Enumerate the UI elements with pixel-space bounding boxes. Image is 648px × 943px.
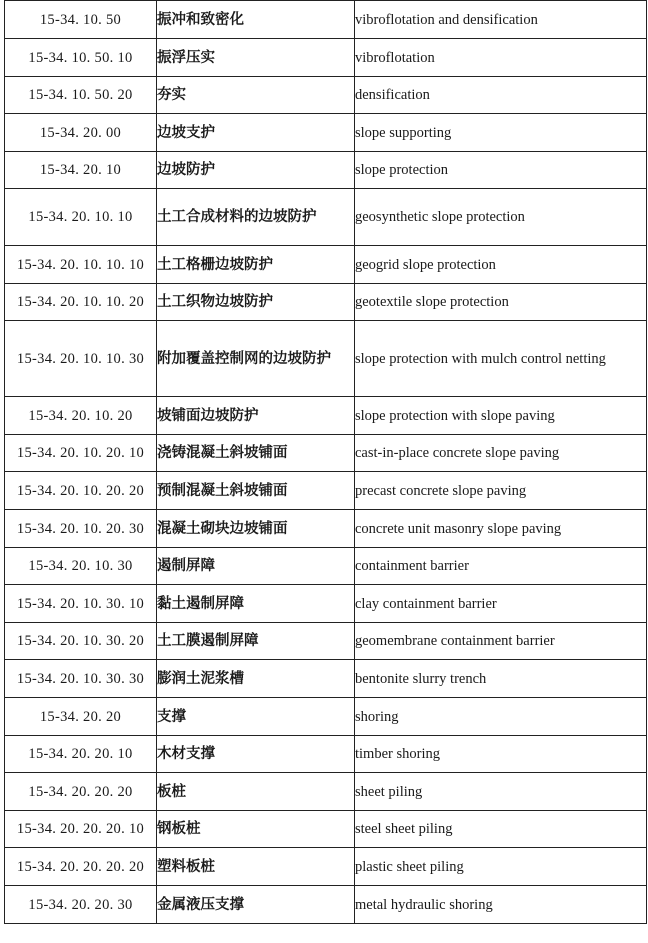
term-english-cell: metal hydraulic shoring — [355, 886, 647, 924]
table-row — [5, 189, 647, 246]
term-english-cell: precast concrete slope paving — [355, 472, 647, 510]
term-code-cell: 15-34. 20. 20. 20. 20 — [5, 848, 157, 886]
term-code-cell: 15-34. 20. 10. 30. 30 — [5, 660, 157, 698]
term-code-cell: 15-34. 20. 20. 30 — [5, 886, 157, 924]
table-row — [5, 321, 647, 397]
term-chinese-cell: 预制混凝土斜坡铺面 — [157, 472, 355, 510]
term-code-cell: 15-34. 20. 10. 10 — [5, 189, 157, 246]
terminology-table — [4, 0, 647, 924]
term-code-cell: 15-34. 20. 10. 20. 30 — [5, 510, 157, 548]
term-english-cell: geosynthetic slope protection — [355, 189, 647, 246]
table-row — [5, 114, 647, 152]
term-english-cell: slope protection with mulch control netting — [355, 321, 647, 397]
term-chinese-cell: 振冲和致密化 — [157, 1, 355, 39]
term-english-cell: slope protection — [355, 152, 647, 189]
term-chinese-cell: 坡铺面边坡防护 — [157, 397, 355, 435]
table-body — [5, 1, 647, 924]
table-row — [5, 397, 647, 435]
term-english-cell: shoring — [355, 698, 647, 736]
term-chinese-cell: 板桩 — [157, 773, 355, 811]
term-english-cell: bentonite slurry trench — [355, 660, 647, 698]
term-english-cell: steel sheet piling — [355, 811, 647, 848]
table-row — [5, 284, 647, 321]
term-english-cell: cast-in-place concrete slope paving — [355, 435, 647, 472]
table-row — [5, 1, 647, 39]
term-chinese-cell: 支撑 — [157, 698, 355, 736]
table-row — [5, 736, 647, 773]
table-row — [5, 623, 647, 660]
term-code-cell: 15-34. 20. 20 — [5, 698, 157, 736]
term-chinese-cell: 振浮压实 — [157, 39, 355, 77]
term-english-cell: containment barrier — [355, 548, 647, 585]
term-chinese-cell: 黏土遏制屏障 — [157, 585, 355, 623]
term-chinese-cell: 附加覆盖控制网的边坡防护 — [157, 321, 355, 397]
term-english-cell: densification — [355, 77, 647, 114]
term-english-cell: concrete unit masonry slope paving — [355, 510, 647, 548]
term-chinese-cell: 遏制屏障 — [157, 548, 355, 585]
term-english-cell: clay containment barrier — [355, 585, 647, 623]
table-row — [5, 886, 647, 924]
table-row — [5, 246, 647, 284]
term-code-cell: 15-34. 20. 20. 20. 10 — [5, 811, 157, 848]
term-chinese-cell: 边坡支护 — [157, 114, 355, 152]
term-chinese-cell: 土工膜遏制屏障 — [157, 623, 355, 660]
term-code-cell: 15-34. 20. 10. 20 — [5, 397, 157, 435]
table-row — [5, 585, 647, 623]
table-row — [5, 773, 647, 811]
term-code-cell: 15-34. 20. 20. 20 — [5, 773, 157, 811]
term-code-cell: 15-34. 20. 10. 20. 20 — [5, 472, 157, 510]
term-chinese-cell: 边坡防护 — [157, 152, 355, 189]
term-chinese-cell: 金属液压支撑 — [157, 886, 355, 924]
term-code-cell: 15-34. 20. 00 — [5, 114, 157, 152]
term-code-cell: 15-34. 20. 10. 30. 20 — [5, 623, 157, 660]
table-row — [5, 510, 647, 548]
term-chinese-cell: 钢板桩 — [157, 811, 355, 848]
term-code-cell: 15-34. 20. 10. 10. 30 — [5, 321, 157, 397]
term-english-cell: geotextile slope protection — [355, 284, 647, 321]
term-code-cell: 15-34. 20. 10. 10. 10 — [5, 246, 157, 284]
term-code-cell: 15-34. 20. 10. 10. 20 — [5, 284, 157, 321]
term-chinese-cell: 膨润土泥浆槽 — [157, 660, 355, 698]
term-chinese-cell: 土工织物边坡防护 — [157, 284, 355, 321]
term-code-cell: 15-34. 20. 10. 20. 10 — [5, 435, 157, 472]
term-english-cell: slope supporting — [355, 114, 647, 152]
term-chinese-cell: 浇铸混凝土斜坡铺面 — [157, 435, 355, 472]
term-code-cell: 15-34. 10. 50. 10 — [5, 39, 157, 77]
table-row — [5, 811, 647, 848]
term-english-cell: vibroflotation and densification — [355, 1, 647, 39]
term-code-cell: 15-34. 20. 10. 30 — [5, 548, 157, 585]
term-english-cell: plastic sheet piling — [355, 848, 647, 886]
table-row — [5, 848, 647, 886]
table-row — [5, 472, 647, 510]
table-row — [5, 698, 647, 736]
table-row — [5, 548, 647, 585]
term-english-cell: timber shoring — [355, 736, 647, 773]
term-english-cell: sheet piling — [355, 773, 647, 811]
term-chinese-cell: 混凝土砌块边坡铺面 — [157, 510, 355, 548]
table-row — [5, 152, 647, 189]
term-english-cell: vibroflotation — [355, 39, 647, 77]
term-chinese-cell: 木材支撑 — [157, 736, 355, 773]
table-row — [5, 435, 647, 472]
term-chinese-cell: 夯实 — [157, 77, 355, 114]
term-english-cell: slope protection with slope paving — [355, 397, 647, 435]
term-chinese-cell: 塑料板桩 — [157, 848, 355, 886]
term-code-cell: 15-34. 20. 20. 10 — [5, 736, 157, 773]
term-english-cell: geomembrane containment barrier — [355, 623, 647, 660]
term-chinese-cell: 土工格栅边坡防护 — [157, 246, 355, 284]
term-code-cell: 15-34. 10. 50 — [5, 1, 157, 39]
table-row — [5, 660, 647, 698]
term-code-cell: 15-34. 10. 50. 20 — [5, 77, 157, 114]
term-code-cell: 15-34. 20. 10. 30. 10 — [5, 585, 157, 623]
term-code-cell: 15-34. 20. 10 — [5, 152, 157, 189]
term-english-cell: geogrid slope protection — [355, 246, 647, 284]
table-row — [5, 39, 647, 77]
table-row — [5, 77, 647, 114]
term-chinese-cell: 土工合成材料的边坡防护 — [157, 189, 355, 246]
